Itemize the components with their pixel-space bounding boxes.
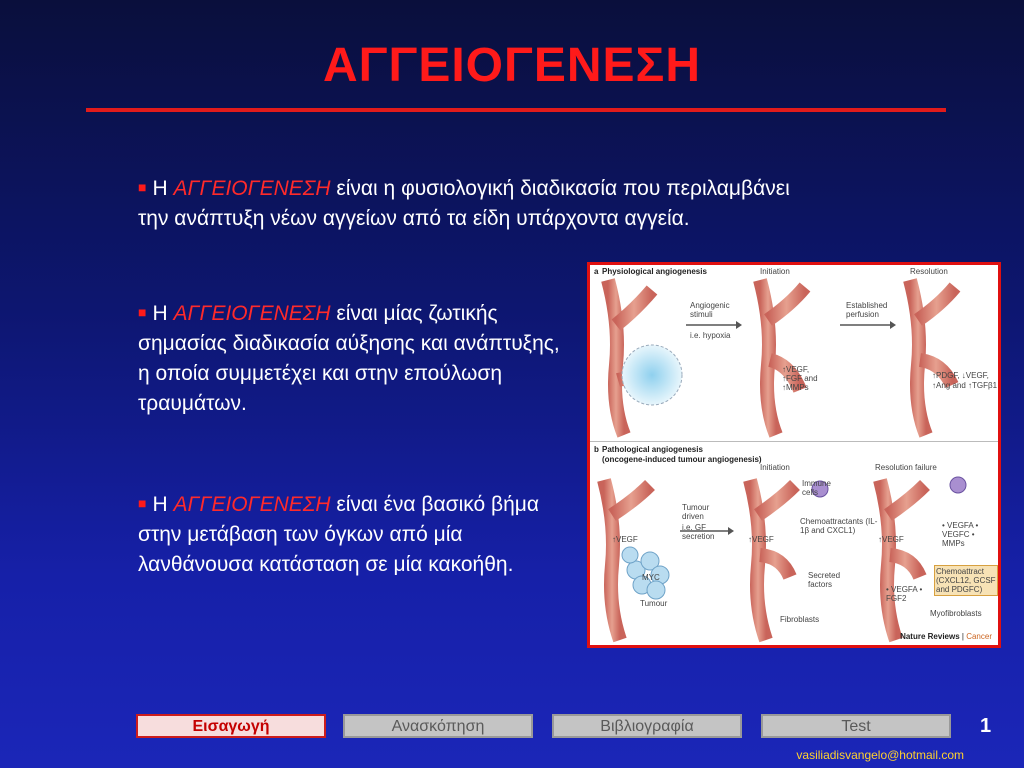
fig-secreted-factors: Secreted factors bbox=[808, 571, 841, 589]
fig-resolution: Resolution bbox=[910, 267, 948, 276]
fig-ie-gf-secretion: i.e. GF secretion bbox=[682, 523, 715, 541]
vessel-b3 bbox=[880, 480, 925, 640]
fig-b-label: b bbox=[594, 445, 599, 454]
nav-review-button[interactable]: Ανασκόπηση bbox=[343, 714, 533, 738]
bullet-marker-icon: ■ bbox=[138, 495, 147, 511]
fig-b-title: Pathological angiogenesis bbox=[602, 445, 703, 454]
title-underline bbox=[86, 108, 946, 112]
bullet-3-term: ΑΓΓΕΙΟΓΕΝΕΣΗ bbox=[173, 493, 331, 516]
fig-chemoattractants: Chemoattractants (IL-1β and CXCL1) bbox=[800, 517, 878, 535]
immune-cell bbox=[950, 477, 966, 493]
fig-immune-cells: Immune cells bbox=[802, 479, 831, 497]
bullet-3-lead: Η bbox=[152, 493, 168, 516]
fig-a-label: a bbox=[594, 267, 599, 276]
fig-ang-tgf-line: ↑Ang and ↑TGFβ1 bbox=[932, 381, 998, 390]
fig-tumour: Tumour bbox=[640, 599, 668, 608]
nav-intro-button[interactable]: Εισαγωγή bbox=[136, 714, 326, 738]
fig-myofibroblasts: Myofibroblasts bbox=[930, 609, 982, 618]
nav-test-button[interactable]: Test bbox=[761, 714, 951, 738]
vessel-a2 bbox=[760, 280, 805, 435]
fig-credit: Nature Reviews | Cancer bbox=[900, 632, 992, 641]
fig-ie-hypoxia: i.e. hypoxia bbox=[690, 331, 731, 340]
bullet-2-text: είναι μίας ζωτικής σημασίας διαδικασία αύξησης και ανάπτυξης, η οποία συμμετέχει και στην επούλωση τραυμάτων. bbox=[138, 302, 560, 415]
fig-vegfa-fgf2: • VEGFA • FGF2 bbox=[886, 585, 923, 603]
bullet-2 bbox=[138, 297, 568, 419]
fig-vegfa-list: • VEGFA • VEGFC • MMPs bbox=[942, 521, 979, 548]
fig-vegf-b2: ↑VEGF bbox=[748, 535, 774, 544]
fig-tumour-driven: Tumour driven bbox=[682, 503, 710, 521]
bullet-1-text: είναι η φυσιολογική διαδικασία που περιλαμβάνει την ανάπτυξη νέων αγγείων από τα είδη υπάρχοντα αγγεία. bbox=[138, 177, 790, 230]
fig-vegf-b1: ↑VEGF bbox=[612, 535, 638, 544]
bullet-3-text: είναι ένα βασικό βήμα στην μετάβαση των όγκων από μία λανθάνουσα κατάσταση σε μία κακοήθη. bbox=[138, 493, 539, 576]
fig-chemoattract-box: Chemoattract (CXCL12, GCSF and PDGFC) bbox=[934, 565, 998, 596]
fig-divider bbox=[590, 441, 998, 442]
fig-pdgf-line: ↑PDGF, ↓VEGF, bbox=[932, 371, 989, 380]
fig-b-subtitle: (oncogene-induced tumour angiogenesis) bbox=[602, 455, 762, 464]
bullet-2-lead: Η bbox=[152, 302, 168, 325]
fig-initiation: Initiation bbox=[760, 267, 790, 276]
nav-bibliography-button[interactable]: Βιβλιογραφία bbox=[552, 714, 742, 738]
fig-fibroblasts: Fibroblasts bbox=[780, 615, 820, 624]
bullet-2-term: ΑΓΓΕΙΟΓΕΝΕΣΗ bbox=[173, 302, 331, 325]
fig-credit-prefix: Nature Reviews bbox=[900, 632, 960, 641]
hypoxia-zone bbox=[622, 345, 682, 405]
fig-established-perfusion: Established perfusion bbox=[846, 301, 888, 319]
bullet-1-term: ΑΓΓΕΙΟΓΕΝΕΣΗ bbox=[173, 177, 331, 200]
fig-vegf-fgf-mmps: ↑VEGF, ↑FGF and ↑MMPs bbox=[782, 365, 818, 392]
fig-a-title: Physiological angiogenesis bbox=[602, 267, 707, 276]
vessel-a3 bbox=[910, 280, 955, 435]
angiogenesis-figure bbox=[587, 262, 1001, 648]
bullet-marker-icon: ■ bbox=[138, 179, 147, 195]
fig-b-initiation: Initiation bbox=[760, 463, 790, 472]
fig-angiogenic-stimuli: Angiogenic stimuli bbox=[690, 301, 730, 319]
bullet-1-lead: Η bbox=[152, 177, 168, 200]
fig-vegf-b3: ↑VEGF bbox=[878, 535, 904, 544]
bullet-3 bbox=[138, 488, 578, 580]
bullet-marker-icon: ■ bbox=[138, 304, 147, 320]
fig-resolution-failure: Resolution failure bbox=[875, 463, 937, 472]
fig-myc: MYC bbox=[642, 573, 660, 582]
bullet-1 bbox=[138, 172, 798, 234]
author-email[interactable]: vasiliadisvangelo@hotmail.com bbox=[796, 748, 964, 762]
slide-title: ΑΓΓΕΙΟΓΕΝΕΣΗ bbox=[322, 39, 702, 92]
fig-credit-suffix: Cancer bbox=[966, 632, 992, 641]
page-number: 1 bbox=[980, 715, 992, 737]
